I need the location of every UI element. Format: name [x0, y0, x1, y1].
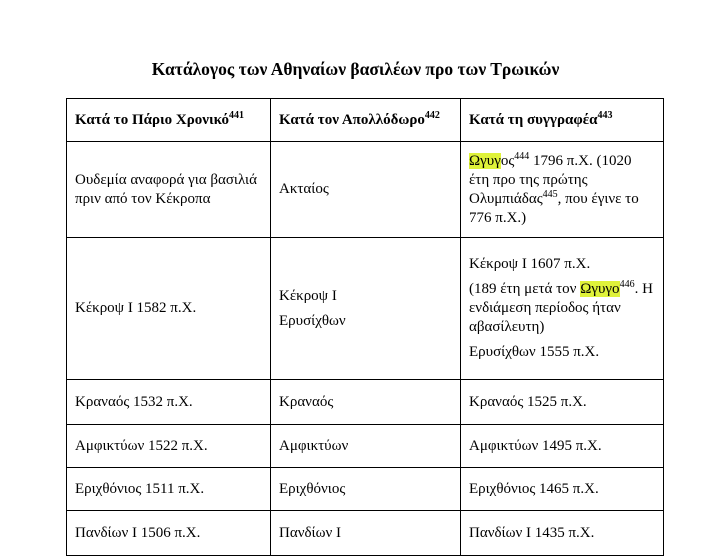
cell-author: Πανδίων Ι 1435 π.Χ.: [461, 511, 664, 556]
cell-apollodorus: Εριχθόνιος: [271, 468, 461, 511]
document-title: Κατάλογος των Αθηναίων βασιλέων προ των Τρωικών: [151, 59, 560, 79]
cell-author: Αμφικτύων 1495 π.Χ.: [461, 425, 664, 468]
cell-parian: Αμφικτύων 1522 π.Χ.: [67, 425, 271, 468]
footnote-ref[interactable]: 442: [424, 109, 440, 121]
cell-apollodorus: Πανδίων Ι: [271, 511, 461, 556]
cell-apollodorus: Κέκροψ Ι Ερυσίχθων: [271, 238, 461, 380]
footnote-ref[interactable]: 443: [597, 109, 613, 121]
cell-apollodorus: Κραναός: [271, 380, 461, 425]
cell-apollodorus: Ακταίος: [271, 142, 461, 238]
footnote-ref[interactable]: 444: [514, 150, 530, 162]
header-apollodorus: Κατά τον Απολλόδωρο$^{442}$: [271, 99, 461, 142]
table-row: [67, 142, 664, 238]
cell-parian: Κέκροψ Ι 1582 π.Χ.: [67, 238, 271, 380]
cell-parian: Ουδεμία αναφορά για βασιλιά πριν από τον Κέκροπα: [67, 142, 271, 238]
table-header-row: [67, 99, 664, 142]
footnote-ref[interactable]: 441: [229, 109, 245, 121]
cell-parian: Εριχθόνιος 1511 π.Χ.: [67, 468, 271, 511]
kings-table: [66, 98, 664, 556]
highlighted-name: Ωγυγ: [469, 152, 501, 169]
table-row: [67, 425, 664, 468]
cell-author: Κραναός 1525 π.Χ.: [461, 380, 664, 425]
footnote-ref[interactable]: 445: [542, 188, 558, 200]
cell-author: Κέκροψ Ι 1607 π.Χ. (189 έτη μετά τον Ωγυγο$^{446}$. Η ενδιάμεση περίοδος ήταν αβασίλευτη) Ερυσίχθων 1555 π.Χ.: [461, 238, 664, 380]
table-row: [67, 468, 664, 511]
header-author: Κατά τη συγγραφέα$^{443}$: [461, 99, 664, 142]
footnote-ref[interactable]: 446: [619, 279, 635, 290]
cell-apollodorus: Αμφικτύων: [271, 425, 461, 468]
cell-author: Εριχθόνιος 1465 π.Χ.: [461, 468, 664, 511]
cell-parian: Πανδίων Ι 1506 π.Χ.: [67, 511, 271, 556]
highlighted-name: Ωγυγο: [580, 281, 620, 297]
table-row: [67, 238, 664, 380]
cell-author: Ωγυγος$^{444}$ 1796 π.Χ. (1020 έτη προ της πρώτης Ολυμπιάδας$^{445}$, που έγινε το 776 π.Χ.): [461, 142, 664, 238]
table-row: [67, 511, 664, 556]
header-parian-chronicle: Κατά το Πάριο Χρονικό$^{441}$: [67, 99, 271, 142]
cell-parian: Κραναός 1532 π.Χ.: [67, 380, 271, 425]
table-row: [67, 380, 664, 425]
